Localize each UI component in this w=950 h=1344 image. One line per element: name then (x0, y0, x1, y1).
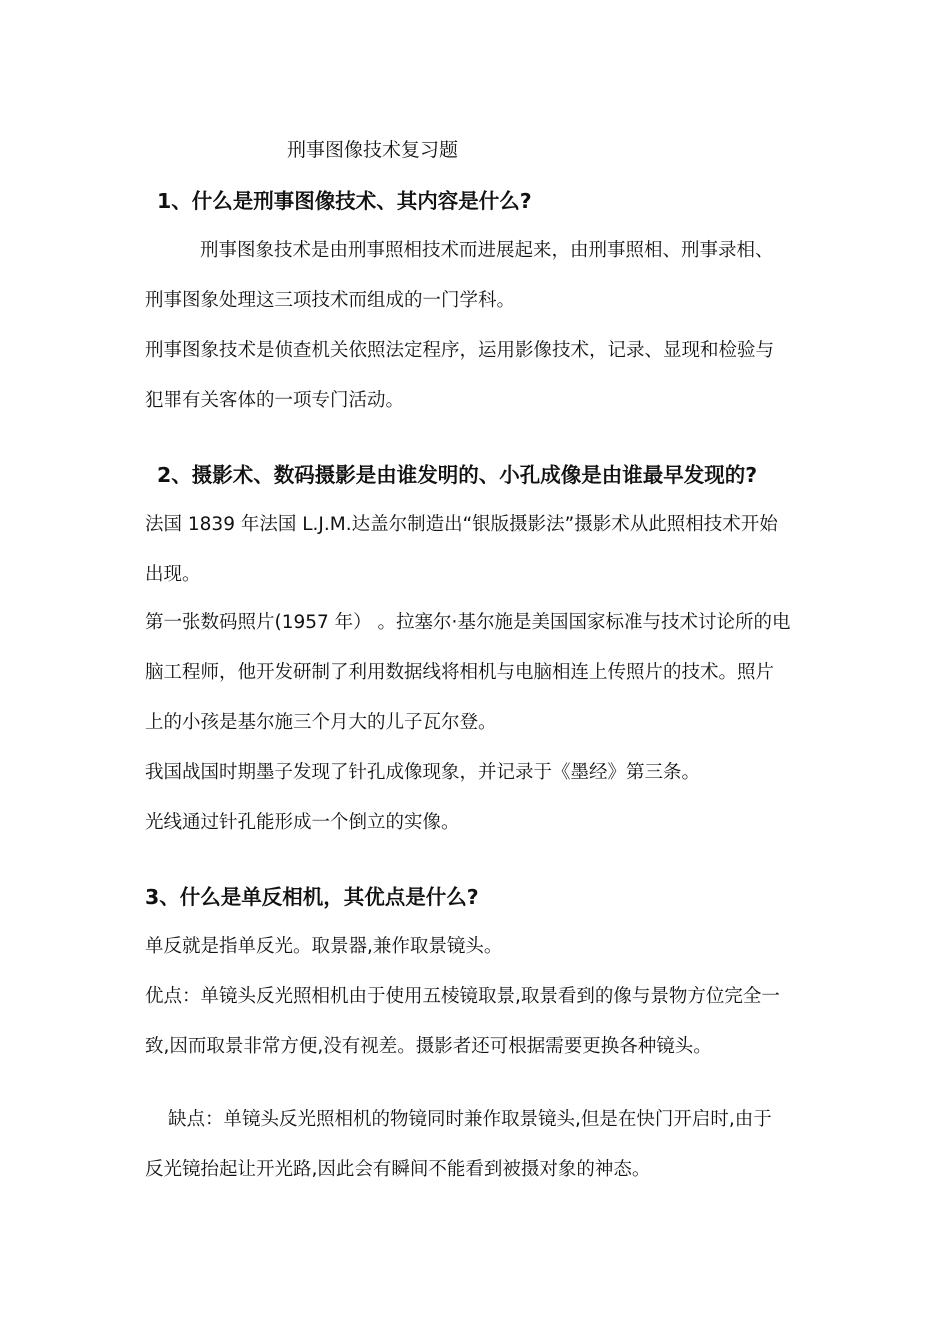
question-2-answer-line: 上的小孩是基尔施三个月大的儿子瓦尔登。 (145, 712, 497, 733)
question-3-answer-line: 缺点：单镜头反光照相机的物镜同时兼作取景镜头,但是在快门开启时,由于 (168, 1109, 772, 1130)
question-2-answer-line: 法国 1839 年法国 L.J.M.达盖尔制造出“银版摄影法”摄影术从此照相技术开始 (145, 514, 778, 535)
question-2-answer-line: 我国战国时期墨子发现了针孔成像现象，并记录于《墨经》第三条。 (145, 762, 701, 783)
question-2-answer-line: 脑工程师，他开发研制了利用数据线将相机与电脑相连上传照片的技术。照片 (145, 662, 775, 683)
question-3-answer-line: 致,因而取景非常方便,没有视差。摄影者还可根据需要更换各种镜头。 (145, 1036, 712, 1057)
question-1-answer-line: 犯罪有关客体的一项专门活动。 (145, 390, 405, 411)
question-3-answer-line: 反光镜抬起让开光路,因此会有瞬间不能看到被摄对象的神态。 (145, 1159, 651, 1180)
question-3-answer-line: 单反就是指单反光。取景器,兼作取景镜头。 (145, 936, 503, 957)
question-1-heading: 1、什么是刑事图像技术、其内容是什么? (157, 189, 532, 213)
question-3-answer-line: 优点：单镜头反光照相机由于使用五棱镜取景,取景看到的像与景物方位完全一 (145, 986, 780, 1007)
question-2-answer-line: 光线通过针孔能形成一个倒立的实像。 (145, 812, 460, 833)
question-3-heading: 3、什么是单反相机，其优点是什么? (145, 885, 479, 909)
question-1-answer-line: 刑事图象技术是侦查机关依照法定程序，运用影像技术，记录、显现和检验与 (145, 340, 775, 361)
question-2-answer-line: 第一张数码照片(1957 年） 。拉塞尔·基尔施是美国国家标准与技术讨论所的电 (145, 612, 791, 633)
question-2-answer-line: 出现。 (145, 564, 201, 585)
document-title: 刑事图像技术复习题 (287, 139, 459, 161)
question-1-answer-line: 刑事图象技术是由刑事照相技术而进展起来，由刑事照相、刑事录相、 (200, 240, 774, 261)
question-1-answer-line: 刑事图象处理这三项技术而组成的一门学科。 (145, 290, 516, 311)
question-2-heading: 2、摄影术、数码摄影是由谁发明的、小孔成像是由谁最早发现的? (157, 463, 758, 487)
